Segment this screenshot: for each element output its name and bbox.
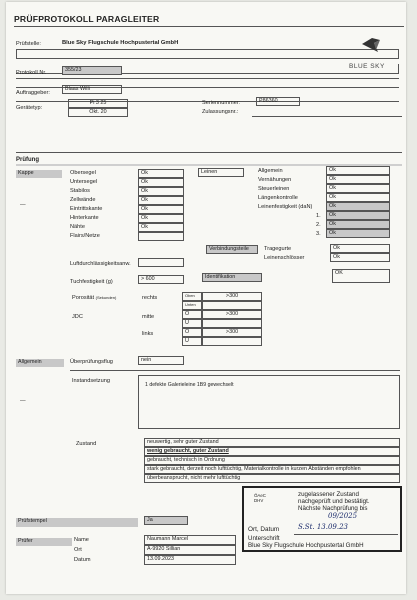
ort-value: A-9920 Sillian bbox=[144, 545, 236, 555]
leinen-item-label: Steuerleinen bbox=[258, 186, 290, 192]
page-title: PRÜFPROTOKOLL PARAGLEITER bbox=[14, 14, 160, 24]
divider bbox=[14, 26, 404, 27]
leinen-item-value: Ok bbox=[326, 184, 390, 193]
geraetetyp-date: Okt. 20 bbox=[68, 108, 128, 117]
identifikation-value: OK bbox=[332, 269, 390, 283]
kappe-item-value: Ok bbox=[138, 169, 184, 178]
o-label: O bbox=[182, 310, 202, 319]
datum-value: 13.09.2023 bbox=[144, 555, 236, 565]
instandsetzung-box bbox=[138, 375, 400, 429]
mitte-unten-value bbox=[202, 319, 262, 328]
zulassungsnr-label: Zulassungsnr.: bbox=[202, 109, 239, 115]
stamp-logo-line: DHV bbox=[254, 498, 264, 503]
jdc-label: JDC bbox=[72, 314, 83, 320]
kappe-item-label: Stabilos bbox=[70, 188, 90, 194]
instandsetzung-label: Instandsetzung bbox=[72, 378, 110, 384]
name-label: Name bbox=[74, 537, 89, 543]
verbindungsteile-item-label: Leinenschlösser bbox=[264, 255, 305, 261]
protocol-sheet bbox=[6, 2, 406, 594]
leinen-item-value: Ok bbox=[326, 193, 390, 202]
kappe-item-value: Ok bbox=[138, 223, 184, 232]
pruefer-label: Prüfer bbox=[16, 538, 72, 546]
name-value: Naumann Marcel bbox=[144, 535, 236, 545]
pruefung-section-label: Prüfung bbox=[16, 157, 39, 163]
kappe-item-value: Ok bbox=[138, 214, 184, 223]
leinenfestigkeit-num: 1. bbox=[316, 213, 321, 219]
links-unten-value bbox=[202, 337, 262, 346]
kappe-item-label: Obersegel bbox=[70, 170, 96, 176]
links-oben-value: >300 bbox=[202, 328, 262, 337]
leinen-item-label: Leinenfestigkeit (daN) bbox=[258, 204, 313, 210]
pruefstelle-field bbox=[16, 49, 399, 59]
zustand-label: Zustand bbox=[76, 441, 97, 447]
stamp-line: zugelassener Zustand bbox=[298, 491, 359, 498]
geraetetyp-value: Pi 3 25 bbox=[68, 99, 128, 108]
mitte-oben-value: >300 bbox=[202, 310, 262, 319]
zustand-option: stark gebraucht, derzeit noch lufttüchtig, Materialkontrolle in kurzen Abständen empfohlen bbox=[144, 465, 400, 474]
kappe-item-value: Ok bbox=[138, 187, 184, 196]
kappe-label: Kappe bbox=[16, 170, 62, 178]
kappe-item-label: Untersegel bbox=[70, 179, 98, 185]
pruefstelle-label: Prüfstelle: bbox=[16, 41, 41, 47]
leinen-item-value: Ok bbox=[326, 166, 390, 175]
kappe-item-value: Ok bbox=[138, 178, 184, 187]
signature-line bbox=[294, 534, 398, 535]
reissfestigkeit-value: > 600 bbox=[138, 275, 184, 284]
pruefstempel-stamp bbox=[242, 486, 402, 552]
protokoll-label: Protokoll Nr. bbox=[16, 70, 47, 76]
ort-datum-value: S.St. 13.09.23 bbox=[298, 523, 349, 531]
ueberpruefungsflug-label: Überprüfungsflug bbox=[70, 359, 113, 365]
leinen-item-value: Ok bbox=[326, 202, 390, 211]
geraetetyp-label: Gerätetyp: bbox=[16, 105, 43, 111]
zulassungsnr-line bbox=[252, 116, 402, 117]
kappe-item-label: Flairs/Netze bbox=[70, 233, 100, 239]
auftraggeber-label: Auftraggeber: bbox=[16, 90, 50, 96]
leinen-item-label: Vernähungen bbox=[258, 177, 292, 183]
ueberpruefungsflug-value: nein bbox=[138, 356, 184, 365]
stamp-company: Blue Sky Flugschule Hochpustertal GmbH bbox=[248, 542, 364, 549]
oben-label: Oben bbox=[182, 292, 202, 301]
unten-label: Unten bbox=[182, 301, 202, 310]
luftdurchlaessigkeit-value bbox=[138, 258, 184, 267]
verbindungsteile-item-label: Tragegurte bbox=[264, 246, 292, 252]
datum-label: Datum bbox=[74, 557, 91, 563]
verbindungsteile-item-value: Ok bbox=[330, 244, 390, 253]
verbindungsteile-label: Verbindungsteile bbox=[206, 245, 258, 254]
leinenfestigkeit-num: 3. bbox=[316, 231, 321, 237]
rechts-unten-value bbox=[202, 301, 262, 310]
naechste-nachpruefung-date: 09/2025 bbox=[328, 512, 358, 520]
divider bbox=[70, 370, 400, 371]
zustand-option: neuwertig, sehr guter Zustand bbox=[144, 438, 400, 447]
ort-datum-label: Ort, Datum bbox=[248, 526, 280, 533]
leinen-label: Leinen bbox=[198, 168, 244, 177]
rechts-label: rechts bbox=[142, 295, 158, 301]
porositaet-label: Porosität (Sekunden) bbox=[72, 295, 117, 301]
dash-mark: — bbox=[20, 398, 26, 404]
kappe-item-value: Ok bbox=[138, 196, 184, 205]
instandsetzung-value: 1 defekte Galerieleine 1B9 gewechselt bbox=[145, 382, 234, 388]
pruefstempel-value: Ja bbox=[144, 516, 188, 525]
stamp-logo-line: ÖAeC bbox=[254, 493, 266, 498]
links-label: links bbox=[142, 331, 154, 337]
logo-text: BLUE SKY bbox=[349, 63, 385, 70]
kappe-item-label: Nähte bbox=[70, 224, 85, 230]
unterschrift-label: Unterschrift bbox=[248, 535, 280, 542]
kappe-item-label: Eintrittskante bbox=[70, 206, 103, 212]
zustand-option-selected: wenig gebraucht, guter Zustand bbox=[144, 447, 400, 456]
leinenfestigkeit-value: Ok bbox=[326, 211, 390, 220]
stamp-line: Nächste Nachprüfung bis bbox=[298, 505, 368, 512]
leinenfestigkeit-num: 2. bbox=[316, 222, 321, 228]
reissfestigkeit-label: Tuchfestigkeit (g) bbox=[70, 279, 113, 285]
mitte-label: mitte bbox=[142, 314, 155, 320]
ort-label: Ort bbox=[74, 547, 82, 553]
rechts-oben-value: >300 bbox=[202, 292, 262, 301]
leinenfestigkeit-value: Ok bbox=[326, 229, 390, 238]
divider bbox=[16, 152, 402, 153]
seriennummer-label: Seriennummer: bbox=[202, 100, 241, 106]
kappe-item-value: Ok bbox=[138, 205, 184, 214]
u-label: U bbox=[182, 337, 202, 346]
zustand-option: überbeansprucht, nicht mehr lufttüchtig bbox=[144, 474, 400, 483]
pruefstempel-label: Prüfstempel bbox=[16, 518, 138, 527]
kappe-item-label: Hinterkante bbox=[70, 215, 99, 221]
protokoll-value: 355/23 bbox=[62, 66, 122, 75]
pruefstelle-value: Blue Sky Flugschule Hochpustertal GmbH bbox=[62, 40, 179, 46]
kappe-item-value bbox=[138, 232, 184, 241]
dash-mark: — bbox=[20, 202, 26, 208]
kappe-item-label: Zellwände bbox=[70, 197, 96, 203]
verbindungsteile-item-value: Ok bbox=[330, 253, 390, 262]
luftdurchlaessigkeit-label: Luftdurchlässigkeitsanw. bbox=[70, 261, 131, 267]
auftraggeber-value: Blaas Willi bbox=[62, 85, 122, 94]
leinen-item-label: Allgemein bbox=[258, 168, 283, 174]
u-label: U bbox=[182, 319, 202, 328]
allgemein-label: Allgemein bbox=[16, 359, 64, 367]
seriennummer-value: P86360 bbox=[256, 97, 300, 106]
o-label: O bbox=[182, 328, 202, 337]
leinen-item-value: Ok bbox=[326, 175, 390, 184]
leinen-item-label: Längenkontrolle bbox=[258, 195, 298, 201]
identifikation-label: Identifikation bbox=[202, 273, 262, 282]
zustand-option: gebraucht, technisch in Ordnung bbox=[144, 456, 400, 465]
stamp-line: nachgeprüft und bestätigt. bbox=[298, 498, 370, 505]
leinenfestigkeit-value: Ok bbox=[326, 220, 390, 229]
